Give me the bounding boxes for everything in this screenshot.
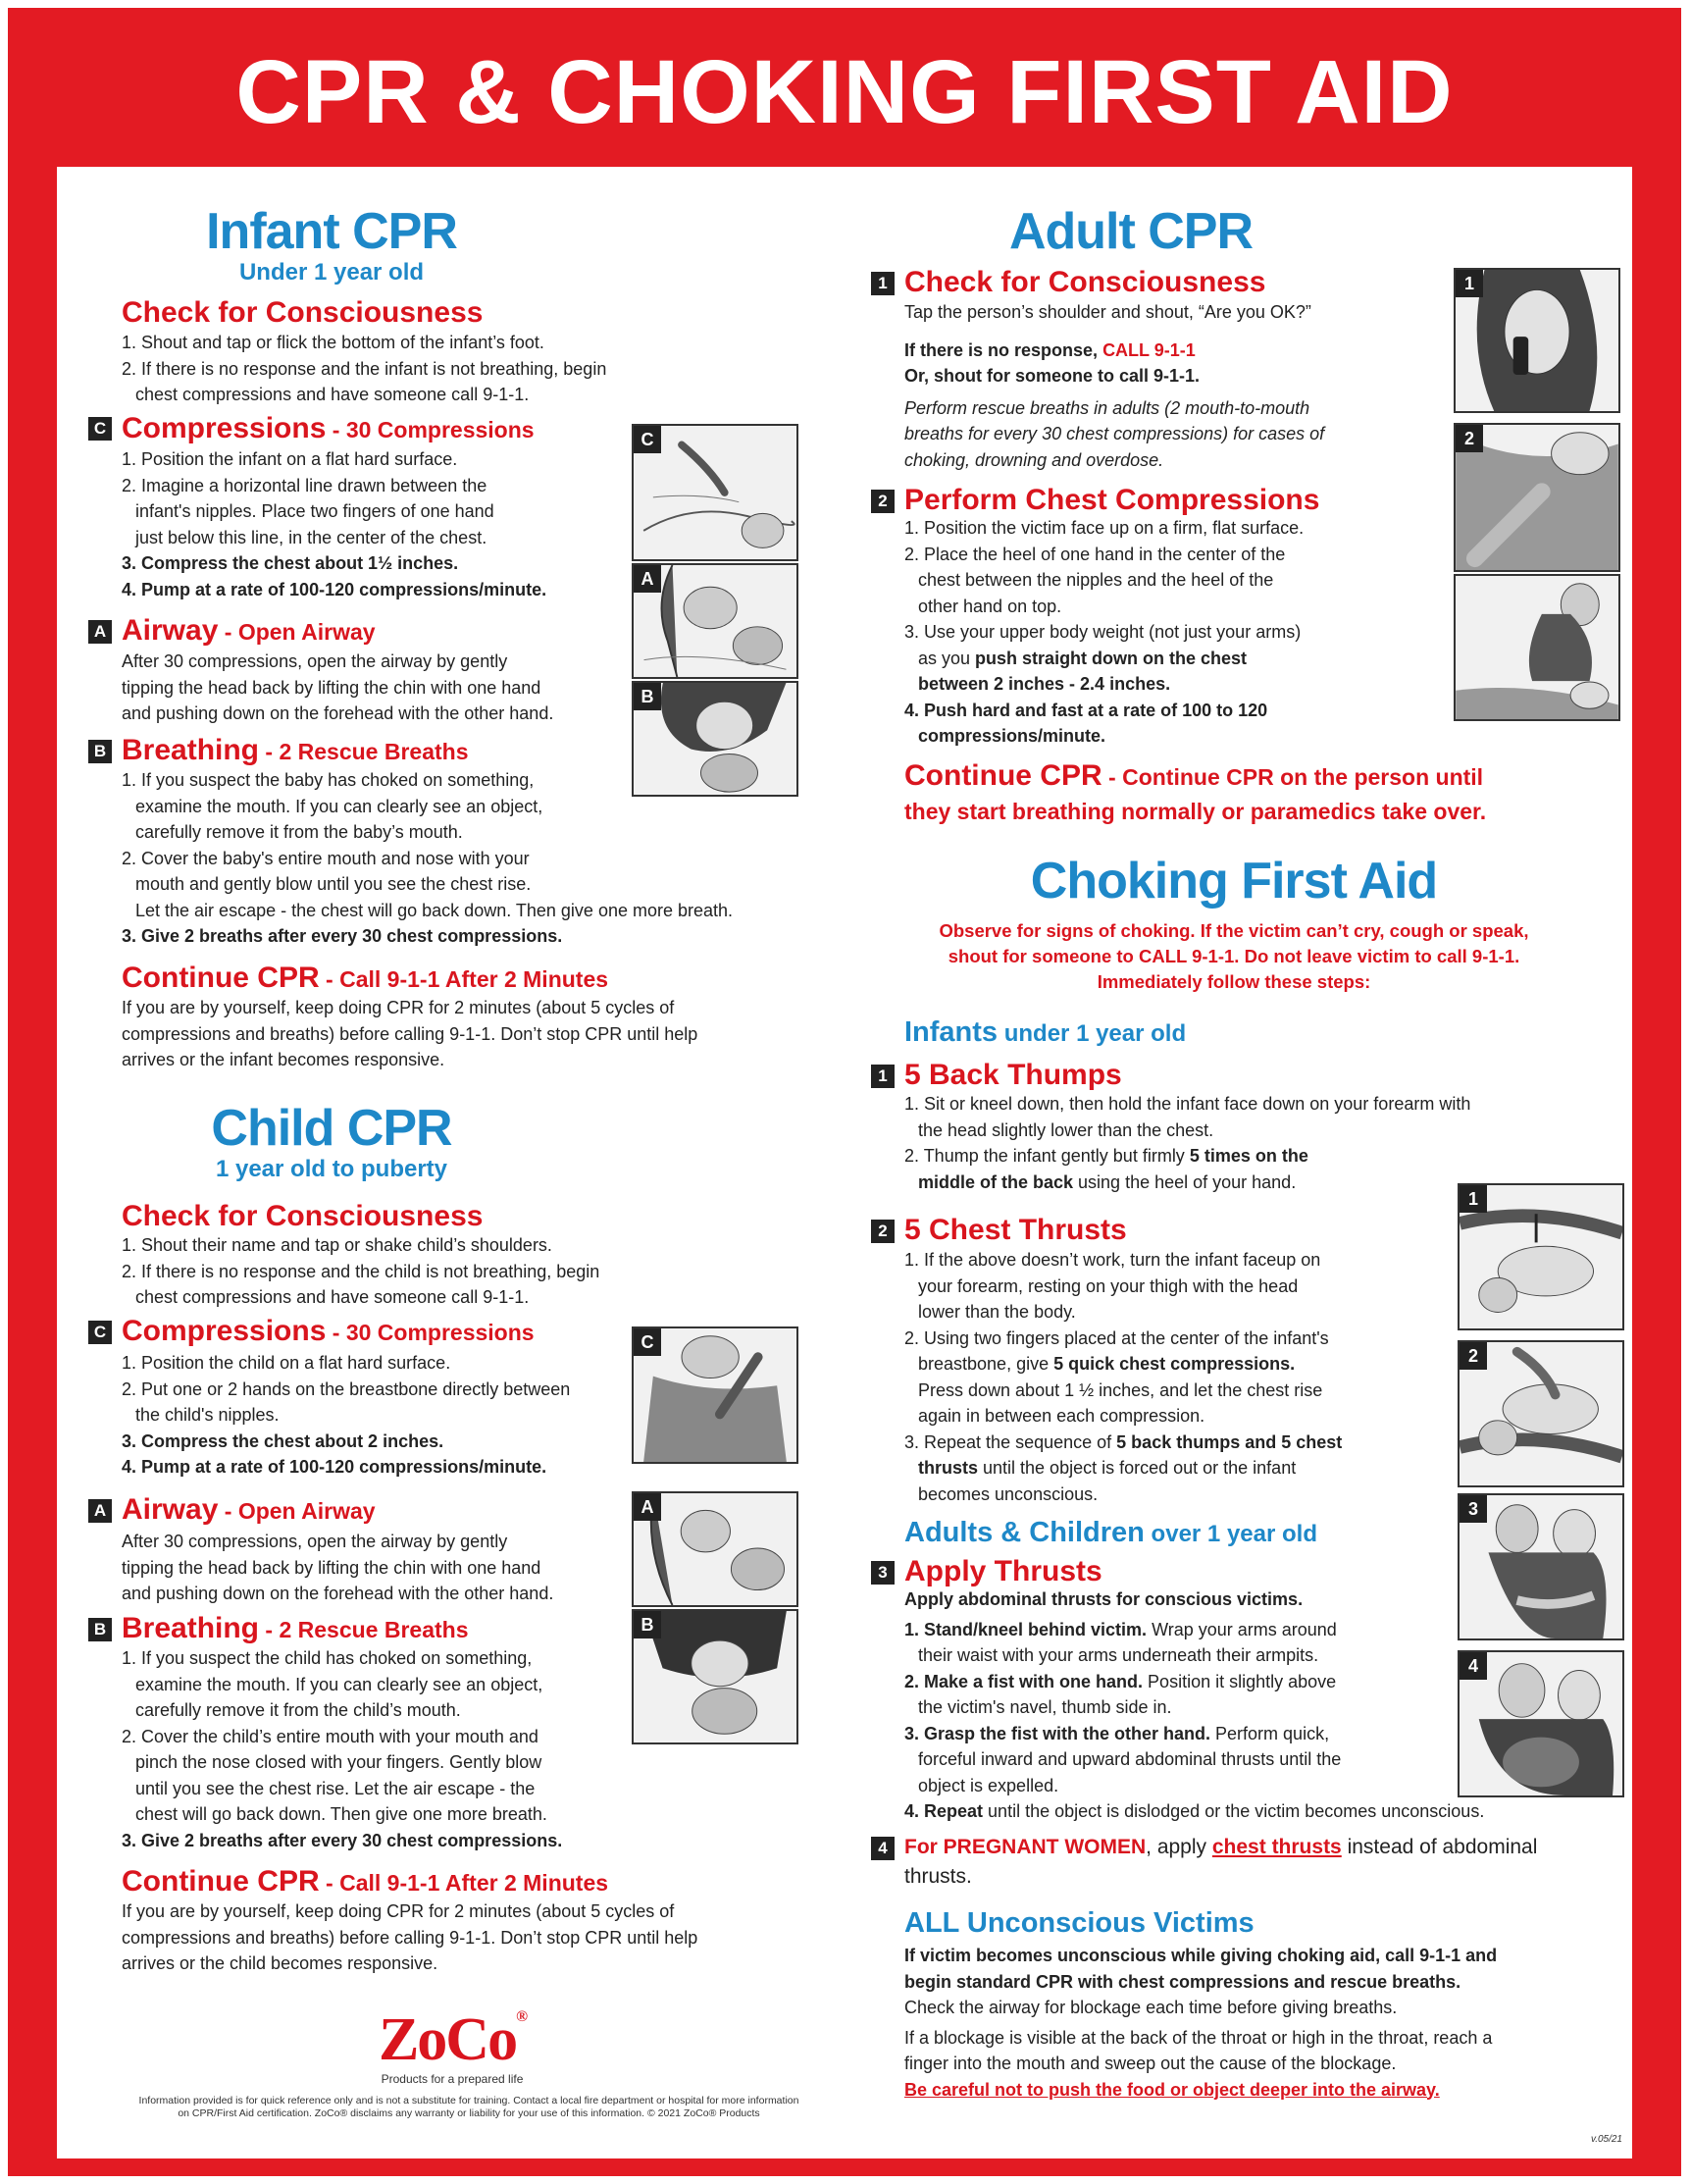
- choking-adults-heading: Adults & Children over 1 year old: [904, 1517, 1317, 1548]
- adult-continue-heading: Continue CPR - Continue CPR on the person until they start breathing normally or paramedics take over.: [904, 759, 1487, 824]
- adult-step2-heading: Perform Chest Compressions: [904, 484, 1320, 516]
- child-check-heading: Check for Consciousness: [122, 1200, 484, 1232]
- child-compressions-heading: Compressions - 30 Compressions: [122, 1315, 535, 1347]
- child-compressions-illustration: C: [632, 1326, 798, 1464]
- left-column: [57, 167, 832, 2158]
- content-panel: [57, 167, 1632, 2158]
- child-airway-badge: A: [88, 1499, 112, 1523]
- choking-step2-text: 1. If the above doesn’t work, turn the infant faceup on your forearm, resting on your thigh with the head lower than the body. 2. Using two fingers placed at the center of the infant's breastbone, give 5 quick chest compressions. Press down about 1 ½ inches, and let the chest rise again in between each compression. 3. Repeat the sequence of 5 back thumps and 5 chest thrusts until the object is forced out or the infant becomes unconscious.: [904, 1250, 1343, 1504]
- choking-step2-badge: 2: [871, 1220, 895, 1243]
- adult-step2-badge: 2: [871, 490, 895, 513]
- choking-step1-text: 1. Sit or kneel down, then hold the infant face down on your forearm with the head slightly lower than the chest. 2. Thump the infant gently but firmly 5 times on the middle of the back using the heel of your hand.: [904, 1094, 1471, 1192]
- choking-chest-thrusts-illustration: 2: [1458, 1340, 1624, 1487]
- infant-continue-heading: Continue CPR - Call 9-1-1 After 2 Minutes: [122, 962, 609, 994]
- choking-step2-heading: 5 Chest Thrusts: [904, 1214, 1127, 1246]
- child-airway-text: After 30 compressions, open the airway by gently tipping the head back by lifting the chin with one hand and pushing down on the forehead with the other hand.: [122, 1532, 554, 1603]
- adult-kneeling-compression-drawing: [1456, 576, 1618, 719]
- zoco-logo: [369, 2006, 536, 2086]
- infant-airway-text: After 30 compressions, open the airway by gently tipping the head back by lifting the chin with one hand and pushing down on the forehead with the other hand.: [122, 651, 554, 723]
- zoco-tagline: Products for a prepared life: [381, 2072, 524, 2086]
- child-breathing-badge: B: [88, 1618, 112, 1641]
- infant-airway-illustration: A: [632, 563, 798, 679]
- choking-step1-heading: 5 Back Thumps: [904, 1059, 1122, 1091]
- child-compressions-badge: C: [88, 1321, 112, 1344]
- choking-back-thumps-illustration: 1: [1458, 1183, 1624, 1330]
- infant-cpr-title: Infant CPR: [206, 203, 457, 260]
- child-cpr-subtitle: 1 year old to puberty: [215, 1156, 448, 1182]
- choking-infants-heading: Infants under 1 year old: [904, 1016, 1187, 1048]
- choking-step3-heading: Apply Thrusts: [904, 1555, 1102, 1587]
- child-compressions-text: 1. Position the child on a flat hard surface. 2. Put one or 2 hands on the breastbone directly between the child's nipples. 3. Compress the chest about 2 inches. 4. Pump at a rate of 100-120 compressions/minute.: [122, 1353, 571, 1477]
- adult-compressions-illustration-1: 2: [1454, 423, 1620, 572]
- version-label: v.05/21: [1590, 2134, 1622, 2145]
- child-cpr-title: Child CPR: [211, 1100, 452, 1157]
- poster-title: CPR & CHOKING FIRST AID: [235, 42, 1454, 142]
- choking-adult-thrusts-illustration: 3: [1458, 1493, 1624, 1640]
- child-continue-text: If you are by yourself, keep doing CPR for 2 minutes (about 5 cycles of compressions and breaths) before calling 9-1-1. Don’t stop CPR until help arrives or the child becomes responsive.: [122, 1901, 698, 1973]
- adult-step1-heading: Check for Consciousness: [904, 266, 1266, 298]
- child-airway-heading: Airway - Open Airway: [122, 1493, 376, 1526]
- choking-step3-text: Apply abdominal thrusts for conscious victims. 1. Stand/kneel behind victim. Wrap your arms around their waist with your arms underneath their armpits. 2. Make a fist with one hand. Position it slightly above the victim's navel, thumb side in. 3. Grasp the fist with the other hand. Perform quick, forceful inward and upward abdominal thrusts until the object is expelled. 4. Repeat until the object is dislodged or the victim becomes unconscious.: [904, 1589, 1485, 1821]
- choking-intro: Observe for signs of choking. If the victim can’t cry, cough or speak, shout for someone to CALL 9-1-1. Do not leave victim to call 9-1-1. Immediately follow these steps:: [939, 920, 1529, 992]
- child-breathing-heading: Breathing - 2 Rescue Breaths: [122, 1612, 469, 1644]
- zoco-brand: ZoCo®: [378, 2006, 527, 2073]
- unconscious-text: If victim becomes unconscious while giving choking aid, call 9-1-1 and begin standard CPR with chest compressions and rescue breaths. Check the airway for blockage each time before giving breaths. If a blockage is visible at the back of the throat or high in the throat, reach a finger into the mouth and sweep out the cause of the blockage. Be careful not to push the food or object deeper into the airway.: [904, 1946, 1498, 2100]
- choking-title: Choking First Aid: [1030, 853, 1438, 910]
- adult-step1-text: Tap the person’s shoulder and shout, “Are you OK?” If there is no response, CALL 9-1-1 Or, shout for someone to call 9-1-1. Perform rescue breaths in adults (2 mouth-to-mouth breaths for every 30 chest compressions) for cases of choking, drowning and overdose.: [904, 302, 1325, 470]
- infant-breathing-heading: Breathing - 2 Rescue Breaths: [122, 734, 469, 766]
- choking-step4-badge: 4: [871, 1837, 895, 1860]
- adult-cpr-title: Adult CPR: [1008, 203, 1254, 260]
- infant-compressions-text: 1. Position the infant on a flat hard surface. 2. Imagine a horizontal line drawn between the infant's nipples. Place two fingers of one hand just below this line, in the center of the chest. 3. Compress the chest about 1½ inches. 4. Pump at a rate of 100-120 compressions/minute.: [122, 449, 547, 599]
- choking-step4-text: For PREGNANT WOMEN, apply chest thrusts instead of abdominal thrusts.: [904, 1836, 1538, 1888]
- child-airway-illustration: A: [632, 1491, 798, 1607]
- disclaimer: Information provided is for quick reference only and is not a substitute for training. Contact a local fire department or hospital for more information on CPR/First Aid certification. ZoCo® disclaims any warranty or liability for your use of this information. © 2021 ZoCo® Products: [138, 2095, 799, 2119]
- infant-breathing-text: 1. If you suspect the baby has choked on something, examine the mouth. If you can clearly see an object, carefully remove it from the baby’s mouth. 2. Cover the baby's entire mouth and nose with your mouth and gently blow until you see the chest rise. Let the air escape - the chest will go back down. Then give one more breath. 3. Give 2 breaths after every 30 chest compressions.: [122, 770, 734, 946]
- infant-breathing-badge: B: [88, 740, 112, 763]
- infant-airway-heading: Airway - Open Airway: [122, 614, 376, 647]
- child-continue-heading: Continue CPR - Call 9-1-1 After 2 Minutes: [122, 1865, 609, 1898]
- infant-continue-text: If you are by yourself, keep doing CPR for 2 minutes (about 5 cycles of compressions and breaths) before calling 9-1-1. Don’t stop CPR until help arrives or the infant becomes responsive.: [122, 998, 698, 1069]
- infant-compressions-heading: Compressions - 30 Compressions: [122, 412, 535, 444]
- poster-frame: [8, 8, 1681, 2176]
- adult-step1-badge: 1: [871, 272, 895, 295]
- infant-airway-badge: A: [88, 620, 112, 644]
- infant-compressions-illustration: C: [632, 424, 798, 561]
- unconscious-heading: ALL Unconscious Victims: [904, 1907, 1255, 1939]
- infant-check-text: 1. Shout and tap or flick the bottom of the infant’s foot. 2. If there is no response and the infant is not breathing, begin chest compressions and have someone call 9-1-1.: [122, 333, 607, 404]
- child-breathing-illustration: B: [632, 1609, 798, 1744]
- adult-step2-text: 1. Position the victim face up on a firm, flat surface. 2. Place the heel of one hand in the center of the chest between the nipples and the heel of the other hand on top. 3. Use your upper body weight (not just your arms) as you push straight down on the chest between 2 inches - 2.4 inches. 4. Push hard and fast at a rate of 100 to 120 compressions/minute.: [904, 518, 1305, 746]
- infant-compressions-badge: C: [88, 417, 112, 441]
- child-breathing-text: 1. If you suspect the child has choked on something, examine the mouth. If you can clearly see an object, carefully remove it from the child’s mouth. 2. Cover the child’s entire mouth with your mouth and pinch the nose closed with your fingers. Gently blow until you see the chest rise. Let the air escape - the chest will go back down. Then give one more breath. 3. Give 2 breaths after every 30 chest compressions.: [122, 1648, 563, 1850]
- choking-pregnant-thrusts-illustration: 4: [1458, 1650, 1624, 1797]
- infant-check-heading: Check for Consciousness: [122, 296, 484, 329]
- infant-cpr-subtitle: Under 1 year old: [238, 259, 425, 286]
- right-column: [842, 167, 1632, 2158]
- choking-step3-badge: 3: [871, 1561, 895, 1585]
- choking-step1-badge: 1: [871, 1065, 895, 1088]
- adult-check-illustration: 1: [1454, 268, 1620, 413]
- child-check-text: 1. Shout their name and tap or shake child’s shoulders. 2. If there is no response and the child is not breathing, begin chest compressions and have someone call 9-1-1.: [122, 1235, 600, 1307]
- adult-compressions-illustration-2: [1454, 574, 1620, 721]
- infant-breathing-illustration: B: [632, 681, 798, 797]
